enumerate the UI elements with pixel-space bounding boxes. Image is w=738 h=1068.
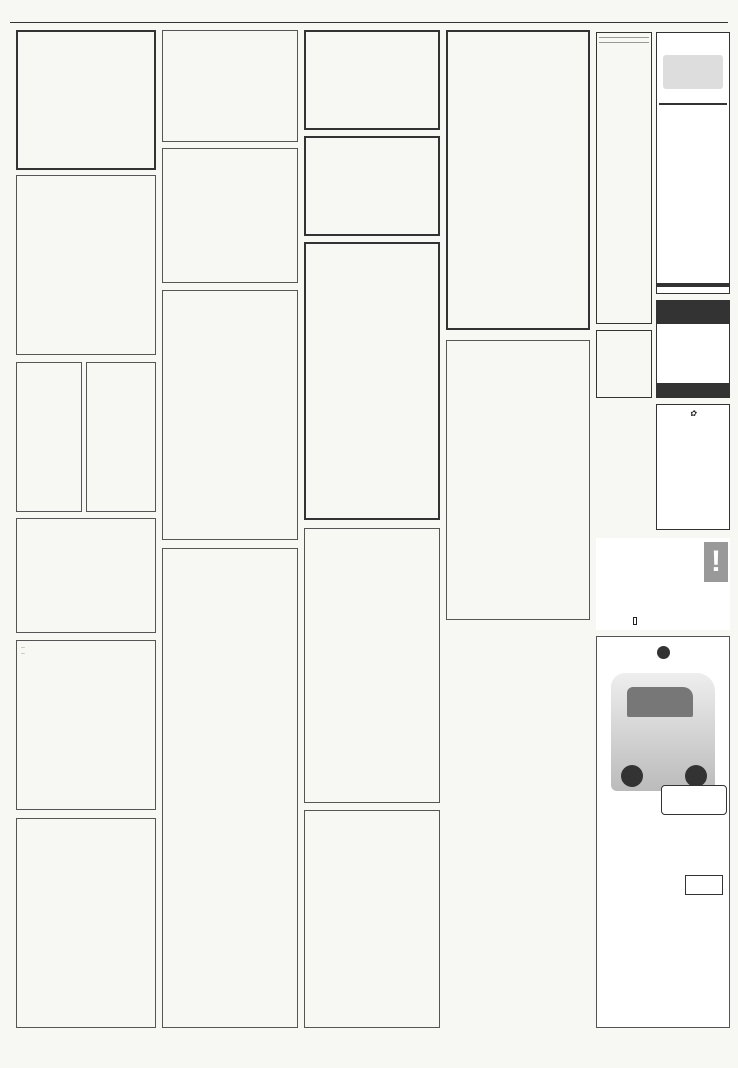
birth-ad-klaas	[16, 175, 156, 355]
price-badge	[661, 785, 727, 815]
death-ad-hendrikje	[304, 242, 440, 520]
death-ad-jongman	[162, 290, 298, 540]
thanks-ad-van-zon	[304, 810, 440, 1028]
death-ad-kos-glas-zwager	[304, 30, 440, 130]
suzuki-wagon-ad	[596, 636, 730, 1028]
death-ad-bom	[162, 148, 298, 283]
birth-ad-marinus	[16, 362, 82, 512]
duo-gavotte-ad	[656, 32, 730, 294]
exclamation-icon: !	[704, 542, 728, 582]
staphorst-ad	[656, 404, 730, 530]
anniversary-ad-visser	[162, 30, 298, 142]
death-ad-leendert	[446, 30, 590, 330]
musicians-photo	[663, 55, 723, 89]
meeting-agenda	[596, 32, 652, 324]
duo-url[interactable]	[657, 283, 729, 287]
engagement-ad-elizabeth	[16, 518, 156, 633]
ad-headline	[597, 643, 729, 659]
death-ad-kos-glas-oom	[304, 136, 440, 236]
engagement-ad-hendrik	[86, 362, 156, 512]
death-ad-adriana	[304, 528, 440, 803]
wedding-ad-dirk-jan: — —	[16, 640, 156, 810]
death-ad-egbert	[446, 340, 590, 620]
birth-ad-pieter	[16, 30, 156, 170]
refdag-logo	[632, 618, 637, 624]
death-ad-kos-glas-family	[162, 548, 298, 1028]
page-header	[10, 10, 728, 23]
stephanos-logo: ✿	[689, 409, 697, 418]
familiebericht-notice	[596, 538, 730, 630]
suzuki-logo	[685, 875, 723, 895]
car-image	[611, 673, 715, 791]
agenda-hilversum	[596, 330, 652, 398]
anniversary-ad-bac	[16, 818, 156, 1028]
zomerconcerten-ad	[656, 300, 730, 398]
